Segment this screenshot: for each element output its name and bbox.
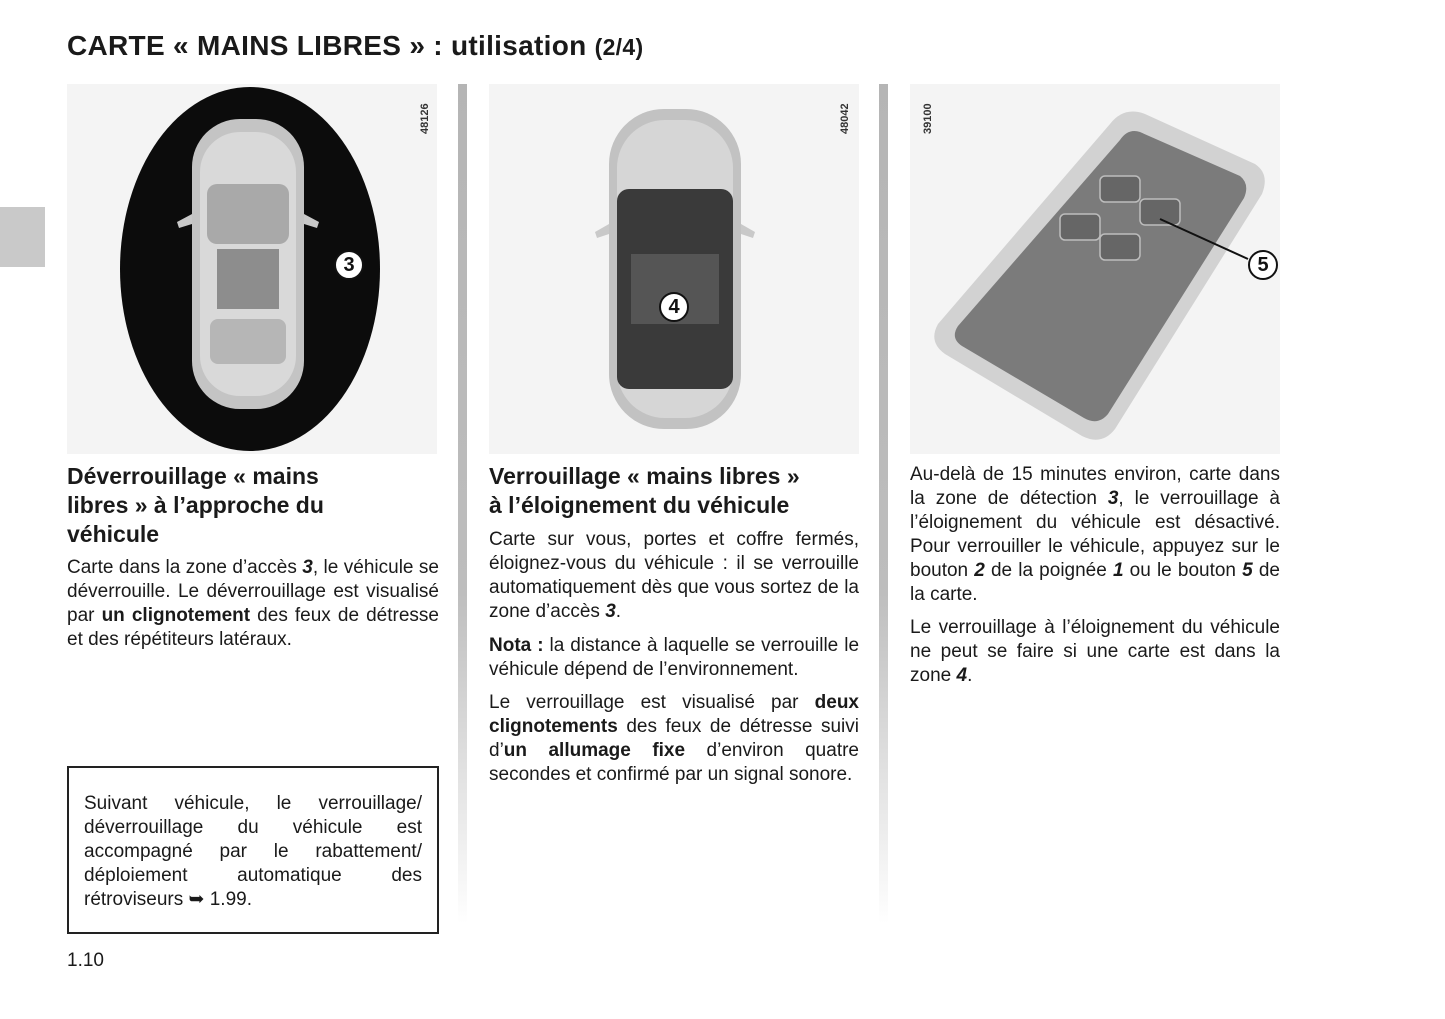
- car-interior-zone-illustration: [489, 84, 859, 454]
- section-title-locking: [489, 462, 861, 520]
- page-number: 1.10: [67, 950, 104, 971]
- text: .: [615, 601, 622, 622]
- note-box: [67, 766, 439, 934]
- text: de la poignée: [984, 560, 1113, 581]
- text: .: [967, 665, 973, 686]
- title-line: Verrouillage « mains libres »: [489, 463, 800, 489]
- text: , le verrouillage à l’éloignement du véhicule est désactivé. Pour verrouiller le véhicule, appuyez sur le bouton: [910, 488, 1280, 581]
- text: des feux de détresse et des répétiteurs latéraux.: [67, 605, 439, 650]
- callout-3: 3: [334, 250, 364, 280]
- page-title-suffix: (2/4): [594, 34, 644, 60]
- figure-key-card: [910, 84, 1280, 454]
- ref-number: 5: [1242, 560, 1253, 581]
- ref-number: 3: [302, 557, 313, 578]
- text: la distance à laquelle se verrouille le véhicule dépend de l’environnement.: [489, 635, 860, 680]
- text: Carte dans la zone d’accès: [67, 557, 303, 578]
- text: Le verrouillage à l’éloignement du véhicule ne peut se faire si une carte est dans la zone: [910, 617, 1280, 686]
- title-line: véhicule: [67, 521, 160, 547]
- ref-number: 4: [956, 665, 968, 686]
- figure-number: 39100: [922, 103, 934, 134]
- paragraph-zone-4: [910, 616, 1280, 688]
- callout-4: 4: [659, 292, 689, 322]
- text: des feux de détresse suivi d’: [489, 716, 859, 761]
- paragraph-locking-signal: [489, 691, 859, 787]
- emphasis: deux clignotements: [489, 692, 859, 737]
- title-line: libres » à l’approche du: [67, 492, 324, 518]
- emphasis: un clignotement: [101, 605, 251, 626]
- column-separator-1: [458, 84, 467, 924]
- page-reference[interactable]: 1.99.: [204, 889, 252, 910]
- ref-number: 3: [1107, 488, 1119, 509]
- paragraph-locking: [489, 528, 859, 624]
- ref-number: 3: [605, 601, 616, 622]
- figure-number: 48126: [419, 103, 431, 134]
- callout-5: 5: [1248, 250, 1278, 280]
- paragraph-nota: [489, 634, 859, 682]
- note-text: [84, 792, 422, 912]
- column-separator-2: [879, 84, 888, 924]
- figure-number: 48042: [839, 103, 851, 134]
- title-line: à l’éloignement du véhicule: [489, 492, 790, 518]
- ref-number: 2: [974, 560, 985, 581]
- page-title-main: CARTE « MAINS LIBRES » : utilisation: [67, 30, 587, 61]
- paragraph-timeout: [910, 463, 1280, 607]
- text: Le verrouillage est visualisé par: [489, 692, 815, 713]
- emphasis: un allumage fixe: [503, 740, 686, 761]
- text: de la carte.: [910, 560, 1280, 605]
- key-card-illustration: [910, 84, 1280, 454]
- text: Au-delà de 15 minutes environ, carte dans la zone de détection: [910, 464, 1280, 509]
- text: Suivant véhicule, le verrouillage/ déverrouillage du véhicule est accompagné par le rabattement/ déploiement automatique des rétroviseurs: [84, 793, 422, 910]
- chapter-tab: [0, 207, 45, 267]
- figure-interior-zone: [489, 84, 859, 454]
- section-title-unlocking: [67, 462, 439, 549]
- figure-access-zone: [67, 84, 437, 454]
- car-access-zone-illustration: [67, 84, 437, 454]
- text: , le véhicule se déverrouille. Le déverrouillage est visualisé par: [67, 557, 439, 626]
- paragraph-unlocking: [67, 556, 439, 652]
- ref-number: 1: [1112, 560, 1124, 581]
- title-line: Déverrouillage « mains: [67, 463, 319, 489]
- text: ou le bouton: [1123, 560, 1243, 581]
- text: Carte sur vous, portes et coffre fermés, éloignez-vous du véhicule : il se verrouille automatiquement dès que vous sortez de la zone d’accès: [489, 529, 859, 622]
- nota-label: Nota :: [489, 635, 544, 656]
- text: d’environ quatre secondes et confirmé par un signal sonore.: [489, 740, 859, 785]
- page-title: [67, 30, 643, 62]
- arrow-icon: ➥: [188, 889, 205, 910]
